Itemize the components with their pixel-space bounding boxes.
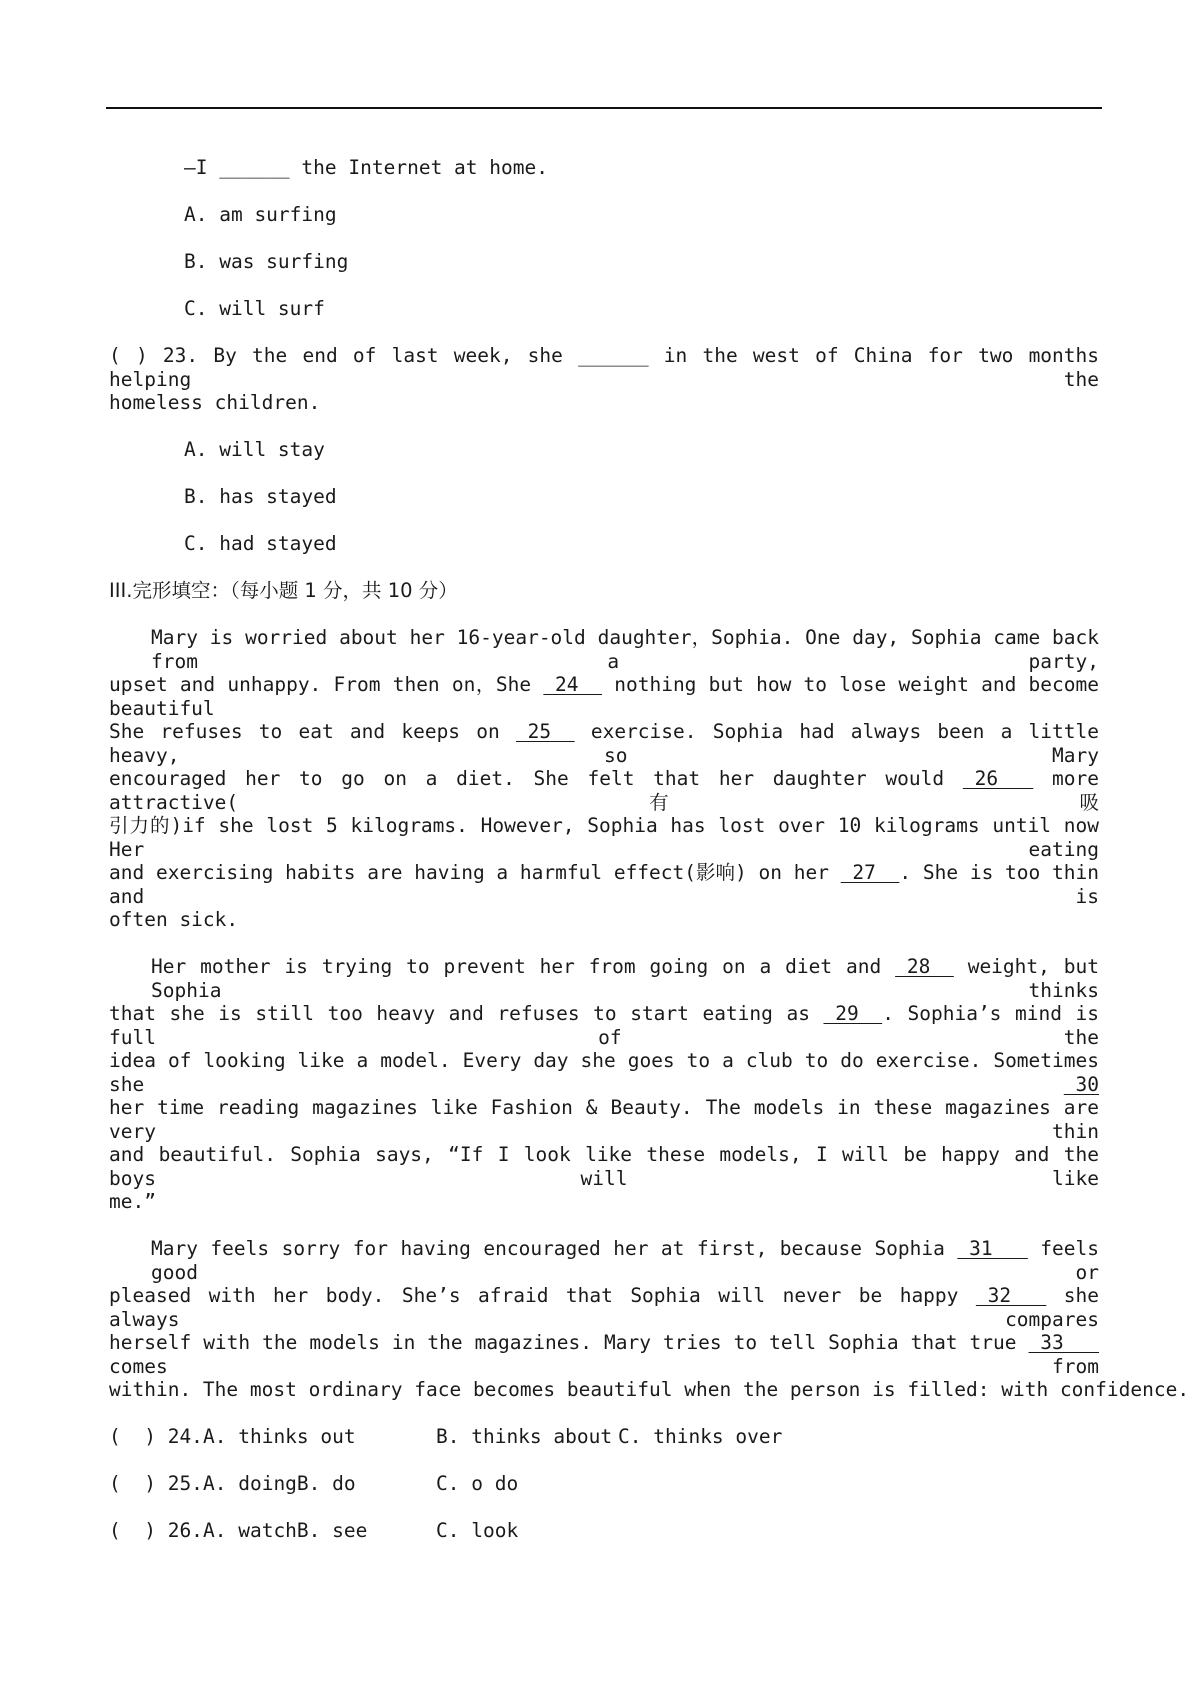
blank-29: 29 bbox=[823, 1002, 883, 1025]
p3-line3: herself with the models in the magazines. Mary tries to tell Sophia that true 33 comes from bbox=[109, 1331, 1099, 1378]
section3-heading: III.完形填空：（每小题 1 分，共 10 分） bbox=[109, 579, 458, 602]
p2-line5: and beautiful. Sophia says, “If I look like these models, I will be happy and the boys will like bbox=[109, 1143, 1099, 1190]
option-a: A. thinks out bbox=[203, 1425, 356, 1448]
q23-option-b: B. has stayed bbox=[184, 485, 337, 508]
option-c: C. look bbox=[436, 1519, 519, 1542]
q23-stem-line1: ( ) 23. By the end of last week, she ______ in the west of China for two months helping the bbox=[109, 344, 1100, 391]
p3-line4: within. The most ordinary face becomes beautiful when the person is filled: with confidence. bbox=[109, 1378, 1190, 1401]
option-b: B. thinks about bbox=[436, 1425, 613, 1448]
p1-line1: Mary is worried about her 16-year-old daughter，Sophia. One day, Sophia came back from a party, bbox=[151, 626, 1099, 673]
q23-stem-line2: homeless children. bbox=[109, 391, 321, 414]
blank-25: 25 bbox=[515, 720, 575, 743]
p1-line6: and exercising habits are having a harmful effect(影响) on her 27 . She is too thin and is bbox=[109, 861, 1099, 908]
p1-line2: upset and unhappy. From then on，She 24 nothing but how to lose weight and become beautiful bbox=[109, 673, 1099, 720]
option-c: C. thinks over bbox=[618, 1425, 783, 1448]
option-c: C. o do bbox=[436, 1472, 519, 1495]
p1-line4: encouraged her to go on a diet. She felt that her daughter would 26 more attractive(有吸 bbox=[109, 767, 1099, 814]
option-a: A. watchB. see bbox=[203, 1519, 368, 1542]
q23-option-a: A. will stay bbox=[184, 438, 325, 461]
q22-option-a: A. am surfing bbox=[184, 203, 337, 226]
blank-26: 26 bbox=[962, 767, 1034, 790]
header-rule bbox=[106, 107, 1102, 109]
blank-27: 27 bbox=[840, 861, 900, 884]
p1-line5: 引力的)if she lost 5 kilograms. However, Sophia has lost over 10 kilograms until now Her eating bbox=[109, 814, 1099, 861]
p3-line2: pleased with her body. She’s afraid that Sophia will never be happy 32 she always compares bbox=[109, 1284, 1099, 1331]
p1-line7: often sick. bbox=[109, 908, 239, 931]
question-number: ( ) 24. bbox=[109, 1425, 215, 1448]
q22-stem: —I ______ the Internet at home. bbox=[184, 156, 548, 179]
option-a: A. doingB. do bbox=[203, 1472, 356, 1495]
p2-line4: her time reading magazines like Fashion & Beauty. The models in these magazines are very thin bbox=[109, 1096, 1099, 1143]
blank-31: 31 bbox=[957, 1237, 1028, 1260]
q22-option-c: C. will surf bbox=[184, 297, 325, 320]
p3-line1: Mary feels sorry for having encouraged her at first, because Sophia 31 feels good or bbox=[151, 1237, 1099, 1284]
blank-33: 33 bbox=[1028, 1331, 1099, 1354]
q23-option-c: C. had stayed bbox=[184, 532, 337, 555]
p2-line2: that she is still too heavy and refuses to start eating as 29 . Sophia’s mind is full of the bbox=[109, 1002, 1099, 1049]
blank-24: 24 bbox=[543, 673, 603, 696]
q22-option-b: B. was surfing bbox=[184, 250, 349, 273]
p2-line6: me.” bbox=[109, 1190, 156, 1213]
blank-28: 28 bbox=[895, 955, 954, 978]
question-number: ( ) 25. bbox=[109, 1472, 215, 1495]
p1-line3: She refuses to eat and keeps on 25 exercise. Sophia had always been a little heavy, so Mary bbox=[109, 720, 1099, 767]
p2-line1: Her mother is trying to prevent her from going on a diet and 28 weight, but Sophia thinks bbox=[151, 955, 1099, 1002]
p2-line3: idea of looking like a model. Every day she goes to a club to do exercise. Sometimes she 30 bbox=[109, 1049, 1099, 1096]
blank-30: 30 bbox=[1063, 1073, 1099, 1096]
question-number: ( ) 26. bbox=[109, 1519, 215, 1542]
blank-32: 32 bbox=[975, 1284, 1047, 1307]
